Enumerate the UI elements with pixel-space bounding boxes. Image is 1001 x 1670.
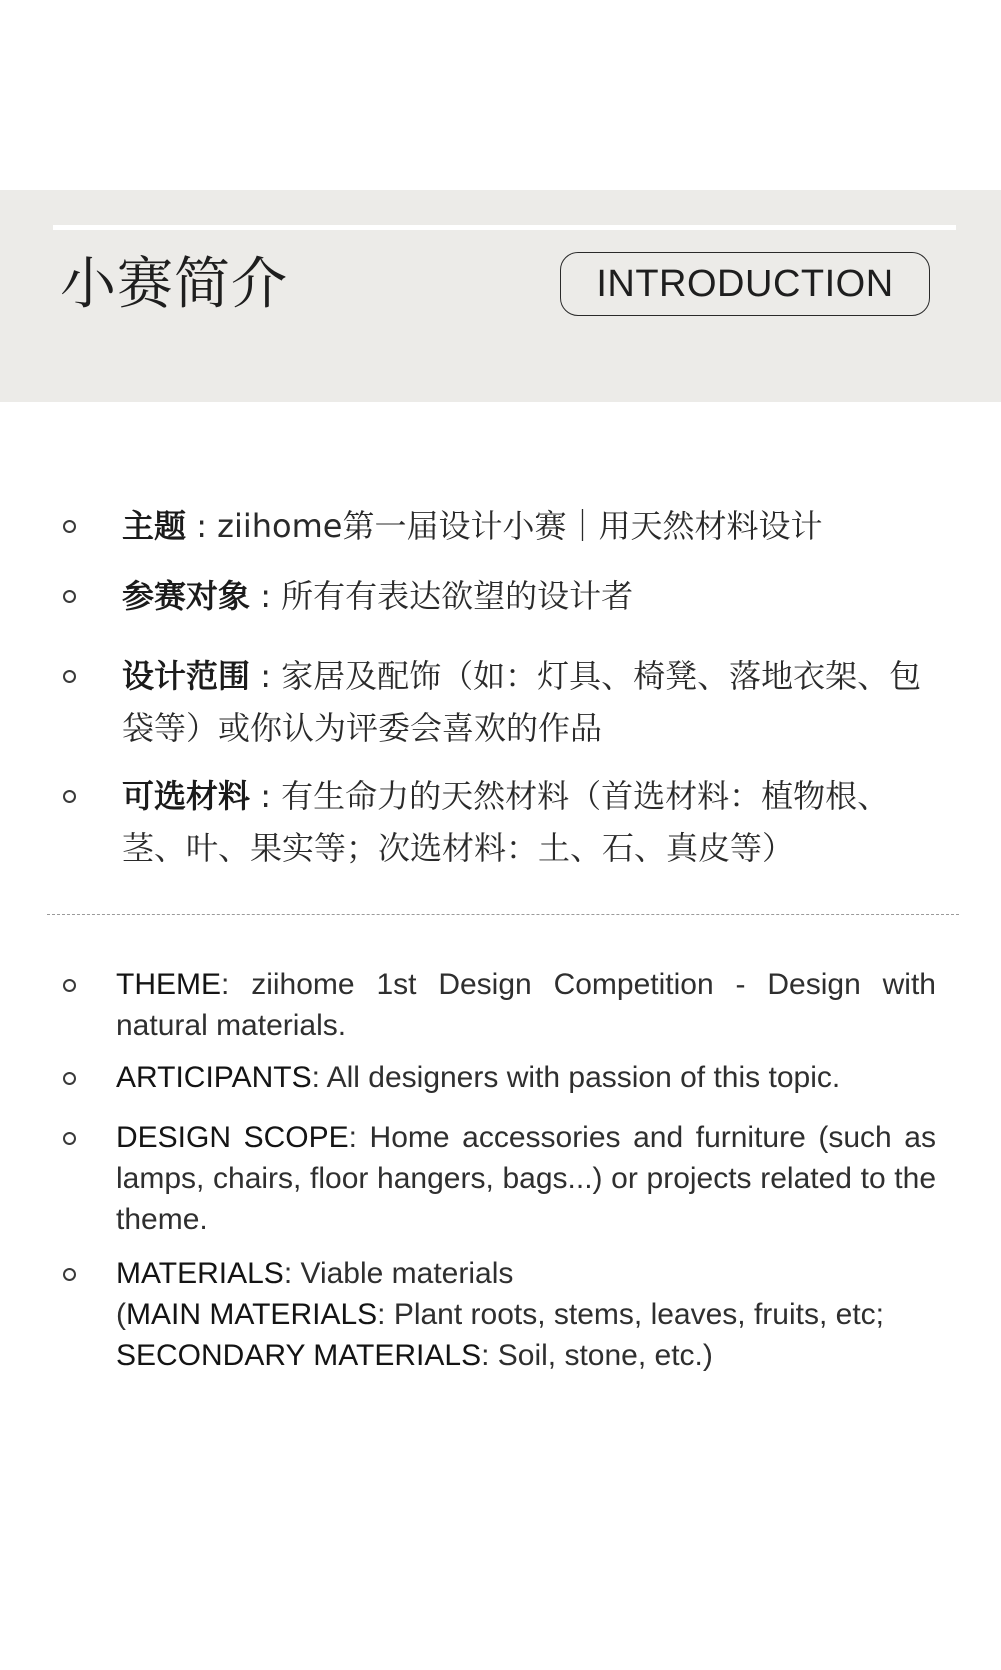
item-label: MATERIALS bbox=[116, 1257, 284, 1290]
bullet-circle-icon bbox=[63, 1268, 76, 1281]
page-title: 小赛简介 bbox=[60, 252, 288, 317]
main-materials-label: MAIN MATERIALS bbox=[126, 1298, 378, 1331]
item-text: 家居及配饰（如：灯具、椅凳、落地衣架、包袋等）或你认为评委会喜欢的作品 bbox=[122, 657, 922, 747]
item-label: ARTICIPANTS bbox=[116, 1061, 312, 1094]
secondary-materials-text: : Soil, stone, etc.) bbox=[481, 1339, 713, 1372]
item-label: 设计范围 bbox=[122, 657, 251, 695]
item-text: : ziihome 1st Design Competition - Design with natural materials. bbox=[116, 968, 936, 1042]
secondary-materials-label: SECONDARY MATERIALS bbox=[116, 1339, 482, 1372]
item-text: : Home accessories and furniture (such as lamps, chairs, floor hangers, bags...) or projects related to the theme. bbox=[116, 1121, 936, 1236]
item-separator: : bbox=[250, 577, 282, 615]
item-label: 可选材料 bbox=[122, 777, 251, 815]
item-label: DESIGN SCOPE bbox=[116, 1121, 349, 1154]
item-label: 主题 bbox=[122, 507, 187, 545]
item-separator: : bbox=[186, 507, 218, 545]
item-text: ziihome第一届设计小赛｜用天然材料设计 bbox=[217, 507, 823, 545]
main-materials-text: : Plant roots, stems, leaves, fruits, etc; bbox=[377, 1298, 885, 1331]
dashed-divider bbox=[47, 914, 959, 915]
item-separator: : bbox=[250, 777, 282, 815]
item-label: 参赛对象 bbox=[122, 577, 251, 615]
item-text: : Viable materials bbox=[283, 1257, 514, 1290]
materials-line-2 bbox=[116, 1294, 936, 1335]
bullet-circle-icon bbox=[63, 670, 76, 683]
item-separator: : bbox=[250, 657, 282, 695]
materials-line-1 bbox=[116, 1253, 936, 1294]
bullet-circle-icon bbox=[63, 1132, 76, 1145]
introduction-badge: INTRODUCTION bbox=[560, 252, 930, 316]
bullet-circle-icon bbox=[63, 790, 76, 803]
materials-line-3 bbox=[116, 1335, 936, 1376]
header-rule bbox=[53, 225, 956, 230]
bullet-circle-icon bbox=[63, 590, 76, 603]
item-text: 所有有表达欲望的设计者 bbox=[281, 577, 634, 615]
item-text: 有生命力的天然材料（首选材料：植物根、茎、叶、果实等；次选材料：土、石、真皮等） bbox=[122, 777, 890, 867]
bullet-circle-icon bbox=[63, 979, 76, 992]
item-label: THEME bbox=[116, 968, 221, 1001]
item-text: : All designers with passion of this topic. bbox=[311, 1061, 841, 1094]
open-paren: ( bbox=[116, 1298, 126, 1331]
bullet-circle-icon bbox=[63, 1072, 76, 1085]
bullet-circle-icon bbox=[63, 520, 76, 533]
